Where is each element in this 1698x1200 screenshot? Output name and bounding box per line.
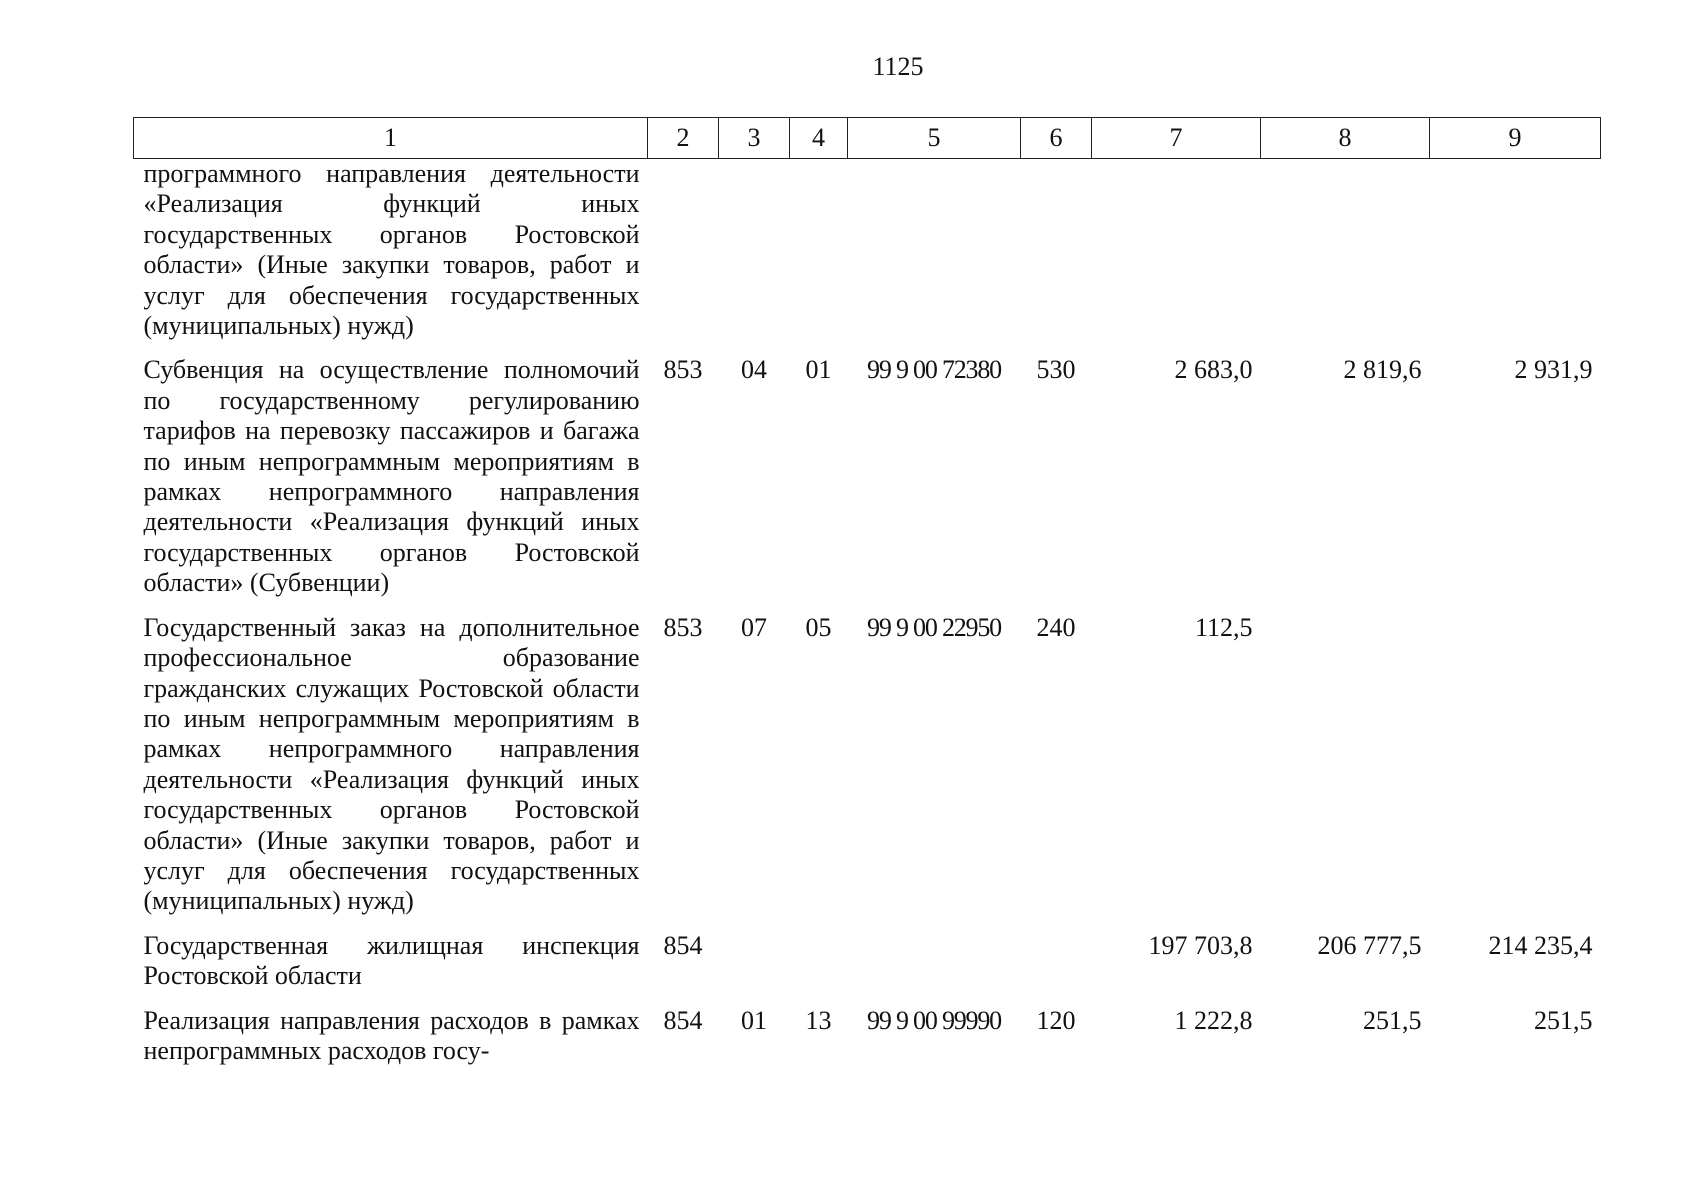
target-article-code xyxy=(848,931,1021,1006)
column-header: 2 xyxy=(648,118,719,159)
target-article-code: 99 9 00 99990 xyxy=(867,1005,1001,1035)
amount-col-8: 206 777,5 xyxy=(1317,930,1422,960)
amount-col-8: 251,5 xyxy=(1363,1005,1422,1035)
subsection-code: 01 xyxy=(805,355,832,385)
expense-type-code: 530 xyxy=(1036,355,1076,385)
amount-col-7: 2 683,0 xyxy=(1174,355,1253,385)
table-row xyxy=(134,159,1601,356)
page-number: 1125 xyxy=(872,52,924,81)
column-header: 4 xyxy=(790,118,848,159)
amount-col-9: 214 235,4 xyxy=(1488,930,1593,960)
expense-type-code xyxy=(1021,931,1092,1006)
section-code: 07 xyxy=(741,612,767,642)
column-number-row xyxy=(134,118,1601,159)
table-body xyxy=(134,159,1601,1081)
amount-col-8 xyxy=(1261,613,1430,931)
amount-col-8 xyxy=(1261,159,1430,356)
amount-col-9: 251,5 xyxy=(1534,1005,1593,1035)
expense-type-code xyxy=(1021,159,1092,356)
row-description: Субвенция на осуществление полномочий по государственному регулированию тарифов на перевозку пассажиров и багажа по иным непрограммным мероприятиям в рамках непрограммного направления деятельности «Реализация функций иных государственных органов Ростовской области» (Субвенции) xyxy=(143,355,640,598)
column-header: 6 xyxy=(1021,118,1092,159)
ministry-code xyxy=(648,159,719,356)
amount-col-9 xyxy=(1430,159,1601,356)
ministry-code: 854 xyxy=(663,930,703,960)
column-header: 3 xyxy=(719,118,790,159)
table-header xyxy=(134,118,1601,159)
target-article-code xyxy=(848,159,1021,356)
target-article-code: 99 9 00 72380 xyxy=(867,355,1001,385)
table-row xyxy=(134,931,1601,1006)
ministry-code: 854 xyxy=(663,1005,703,1035)
budget-table xyxy=(133,117,1601,1080)
section-code xyxy=(719,931,790,1006)
section-code: 04 xyxy=(741,355,767,385)
section-code: 01 xyxy=(741,1005,767,1035)
amount-col-8: 2 819,6 xyxy=(1343,355,1422,385)
table-row xyxy=(134,1006,1601,1081)
amount-col-7: 197 703,8 xyxy=(1148,930,1253,960)
expense-type-code: 240 xyxy=(1036,612,1076,642)
ministry-code: 853 xyxy=(663,612,703,642)
subsection-code: 05 xyxy=(805,612,832,642)
subsection-code xyxy=(790,159,848,356)
amount-col-7 xyxy=(1092,159,1261,356)
expense-type-code: 120 xyxy=(1036,1005,1076,1035)
section-code xyxy=(719,159,790,356)
row-description: Государственная жилищная инспекция Ростовской области xyxy=(143,930,640,991)
ministry-code: 853 xyxy=(663,355,703,385)
subsection-code: 13 xyxy=(805,1005,832,1035)
column-header: 9 xyxy=(1430,118,1601,159)
row-description: программного направления деятельности «Реализация функций иных государственных органов Ростовской области» (Иные закупки товаров, работ и услуг для обеспечения государственных (муниципальных) нужд) xyxy=(143,159,640,341)
amount-col-7: 112,5 xyxy=(1194,612,1253,642)
row-description: Государственный заказ на дополнительное профессиональное образование гражданских служащих Ростовской области по иным непрограммным мероприятиям в рамках непрограммного направления деятельности «Реализация функций иных государственных органов Ростовской области» (Иные закупки товаров, работ и услуг для обеспечения государственных (муниципальных) нужд) xyxy=(143,612,640,916)
amount-col-9 xyxy=(1430,613,1601,931)
amount-col-7: 1 222,8 xyxy=(1174,1005,1253,1035)
amount-col-9: 2 931,9 xyxy=(1514,355,1593,385)
table-row xyxy=(134,613,1601,931)
column-header: 1 xyxy=(134,118,648,159)
subsection-code xyxy=(790,931,848,1006)
target-article-code: 99 9 00 22950 xyxy=(867,612,1001,642)
column-header: 7 xyxy=(1092,118,1261,159)
column-header: 5 xyxy=(848,118,1021,159)
row-description: Реализация направления расходов в рамках непрограммных расходов госу- xyxy=(143,1005,640,1065)
table-row xyxy=(134,355,1601,612)
column-header: 8 xyxy=(1261,118,1430,159)
